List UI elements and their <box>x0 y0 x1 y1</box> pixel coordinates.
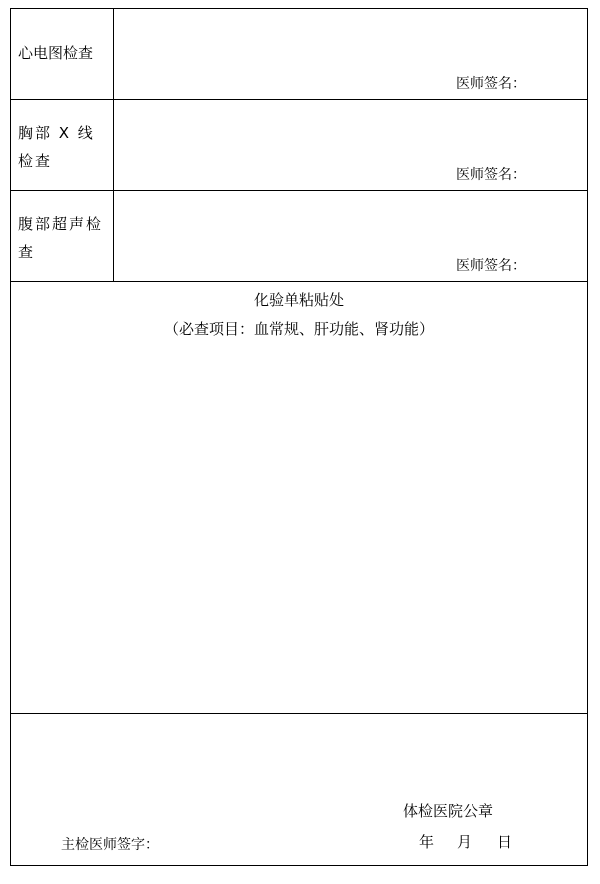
date-day-label: 日 <box>497 833 513 851</box>
abdominal-ultrasound-exam-label: 腹部超声检查 <box>18 215 104 261</box>
date-line <box>419 831 512 852</box>
chief-doctor-signature-label: 主检医师签字： <box>61 837 159 853</box>
chest-xray-exam-label: 胸部 X 线检查 <box>18 124 95 170</box>
ecg-doctor-signature-label: 医师签名： <box>456 76 526 92</box>
lab-report-title: 化验单粘贴处 <box>253 291 344 309</box>
chest-xray-label-cell <box>11 100 114 190</box>
lab-required-items: （必查项目：血常规、肝功能、肾功能） <box>163 320 434 338</box>
abdominal-ultrasound-exam-row <box>11 191 587 282</box>
abdominal-ultrasound-label-cell <box>11 191 114 281</box>
date-month-label: 月 <box>457 833 473 851</box>
medical-exam-form <box>10 8 588 866</box>
ecg-exam-row <box>11 9 587 100</box>
lab-report-paste-area <box>11 282 587 714</box>
ecg-exam-label: 心电图检查 <box>18 44 94 62</box>
abdominal-ultrasound-doctor-signature-label: 医师签名： <box>456 258 526 274</box>
ecg-label-cell <box>11 9 114 99</box>
date-year-label: 年 <box>419 833 435 851</box>
chest-xray-exam-row <box>11 100 587 191</box>
form-footer <box>11 714 587 866</box>
hospital-stamp-label: 体检医院公章 <box>403 802 494 820</box>
chest-xray-doctor-signature-label: 医师签名： <box>456 167 526 183</box>
